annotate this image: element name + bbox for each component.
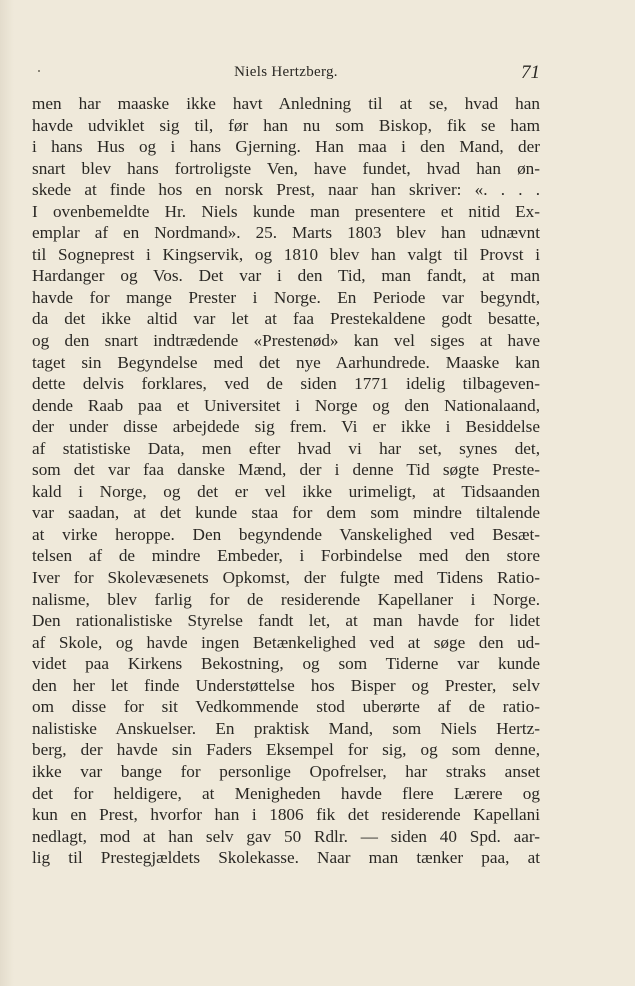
text-line: af Skole, og havde ingen Betænkelighed ved at søge den ud- (32, 632, 540, 652)
text-line: havde for mange Prester i Norge. En Periode var begyndt, (32, 287, 540, 307)
text-line: til Sogneprest i Kingservik, og 1810 blev han valgt til Provst i (32, 244, 540, 264)
text-line: om disse for sit Vedkommende stod uberørte af de ratio- (32, 697, 540, 717)
text-line: snart blev hans fortroligste Ven, have fundet, hvad han øn- (32, 158, 540, 178)
text-line: taget sin Begyndelse med det nye Aarhundrede. Maaske kan (32, 352, 540, 372)
text-line: at virke heroppe. Den begyndende Vanskelighed ved Besæt- (32, 524, 540, 544)
text-line: nedlagt, mod at han selv gav 50 Rdlr. — siden 40 Spd. aar- (32, 826, 540, 846)
text-line: i hans Hus og i hans Gjerning. Han maa i den Mand, der (32, 137, 540, 157)
text-line: havde udviklet sig til, før han nu som Biskop, fik se ham (32, 115, 540, 135)
page-number: 71 (521, 62, 540, 83)
text-line: Iver for Skolevæsenets Opkomst, der fulgte med Tidens Ratio- (32, 568, 540, 588)
text-line: den her let finde Understøttelse hos Bisper og Prester, selv (32, 675, 540, 695)
page-header (32, 62, 540, 84)
text-line: dette delvis forklares, ved de siden 1771 idelig tilbageven- (32, 374, 540, 394)
text-line: af statistiske Data, men efter hvad vi har set, synes det, (32, 438, 540, 458)
text-line: og den snart indtrædende «Prestenød» kan vel siges at have (32, 331, 540, 351)
text-line: men har maaske ikke havt Anledning til at se, hvad han (32, 94, 540, 113)
text-line: nalistiske Anskuelser. En praktisk Mand, som Niels Hertz- (32, 718, 540, 738)
text-line: emplar af en Nordmand». 25. Marts 1803 blev han udnævnt (32, 223, 540, 243)
running-title: Niels Hertzberg. (234, 64, 338, 80)
text-line: da det ikke altid var let at faa Prestekaldene godt besatte, (32, 309, 540, 329)
text-line: kald i Norge, og det er vel ikke urimeligt, at Tidsaanden (32, 481, 540, 501)
text-line: kun en Prest, hvorfor han i 1806 fik det residerende Kapellani (32, 805, 540, 825)
text-line: skede at finde hos en norsk Prest, naar han skriver: «. . . . (32, 180, 540, 200)
text-line: dende Raab paa et Universitet i Norge og den Nationalaand, (32, 395, 540, 415)
text-line: I ovenbemeldte Hr. Niels kunde man presentere et nitid Ex- (32, 201, 540, 221)
body-text (32, 93, 540, 869)
text-line: telsen af de mindre Embeder, i Forbindelse med den store (32, 546, 540, 566)
text-line: berg, der havde sin Faders Eksempel for sig, og som denne, (32, 740, 540, 760)
text-line: der under disse arbejdede sig frem. Vi er ikke i Besiddelse (32, 417, 540, 437)
text-line: Hardanger og Vos. Det var i den Tid, man fandt, at man (32, 266, 540, 286)
text-line: lig til Prestegjældets Skolekasse. Naar man tænker paa, at (32, 848, 540, 868)
text-line: var saadan, at det kunde staa for dem som mindre tiltalende (32, 503, 540, 523)
text-line: som det var faa danske Mænd, der i denne Tid søgte Preste- (32, 460, 540, 480)
text-line: videt paa Kirkens Bekostning, og som Tiderne var kunde (32, 654, 540, 674)
text-line: Den rationalistiske Styrelse fandt let, at man havde for lidet (32, 611, 540, 631)
text-line: ikke var bange for personlige Opofrelser, har straks anset (32, 761, 540, 781)
text-line: det for heldigere, at Menigheden havde flere Lærere og (32, 783, 540, 803)
text-line: nalisme, blev farlig for de residerende Kapellaner i Norge. (32, 589, 540, 609)
